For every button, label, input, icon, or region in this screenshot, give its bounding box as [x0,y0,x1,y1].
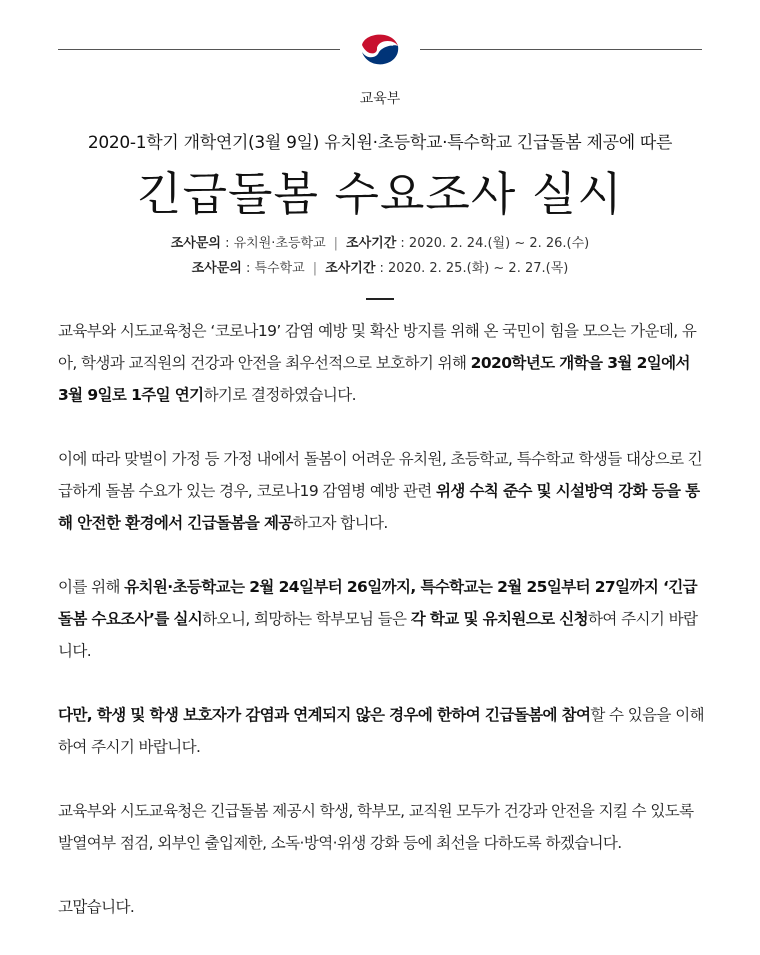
body-paragraph [58,699,704,763]
survey-target-value: : 유치원·초등학교 [220,236,326,251]
release-title: 긴급돌봄 수요조사 실시 [137,167,623,221]
ministry-name: 교육부 [359,91,401,107]
survey-info-kindergarten-elementary [0,232,760,251]
taegeuk-emblem-icon [353,22,407,76]
survey-target-label: 조사문의 [170,236,221,251]
survey-separator: | [312,261,318,276]
paragraph-emphasis: 각 학교 및 유치원으로 신청 [410,610,589,628]
header-rule-right [420,49,702,50]
paragraph-text: 하고자 합니다. [292,514,388,532]
paragraph-text: 하오니, 희망하는 학부모님 들은 [202,610,411,628]
header-emblem-row [0,22,760,82]
survey-info-special-school [0,257,760,276]
paragraph-text: 이를 위해 [58,578,125,596]
paragraph-text: 할 수 있음을 이해하여 주시기 바랍니다. [58,706,704,756]
paragraph-text: 하기로 결정하였습니다. [203,386,356,404]
closing-text: 고맙습니다. [58,898,135,916]
body-paragraph [58,571,704,667]
paragraph-text: 교육부와 시도교육청은 ‘코로나19’ 감염 예방 및 확산 방지를 위해 온 국민이 힘을 모으는 가운데, 유아, 학생과 교직원의 건강과 안전을 최우선적으로 보호하기 위해 [58,322,697,372]
release-body [58,315,704,955]
paragraph-emphasis: 위생 수칙 준수 및 시설방역 강화 등을 통해 안전한 환경에서 긴급돌봄을 제공 [58,482,700,532]
survey-separator: | [333,236,339,251]
paragraph-emphasis: 다만, 학생 및 학생 보호자가 감염과 연계되지 않은 경우에 한하여 긴급돌봄에 참여 [58,706,591,724]
section-divider [366,298,394,300]
body-paragraph [58,315,704,411]
survey-target-label: 조사문의 [191,261,242,276]
header-rule-left [58,49,340,50]
closing-line [58,891,704,923]
paragraph-text: 하여 주시기 바랍니다. [58,610,698,660]
survey-period-value: : 2020. 2. 24.(월) ~ 2. 26.(수) [396,236,590,251]
paragraph-text: 교육부와 시도교육청은 긴급돌봄 제공시 학생, 학부모, 교직원 모두가 건강과 안전을 지킬 수 있도록 발열여부 점검, 외부인 출입제한, 소독·방역·위생 강화 등에 최선을 다하도록 하겠습니다. [58,802,694,852]
survey-period-value: : 2020. 2. 25.(화) ~ 2. 27.(목) [375,261,569,276]
paragraph-emphasis: 유치원·초등학교는 2월 24일부터 26일까지, 특수학교는 2월 25일부터 27일까지 ‘긴급돌봄 수요조사’를 실시 [58,578,698,628]
body-paragraph [58,443,704,539]
survey-period-label: 조사기간 [346,236,397,251]
survey-period-label: 조사기간 [325,261,376,276]
survey-target-value: : 특수학교 [241,261,305,276]
paragraph-text: 이에 따라 맞벌이 가정 등 가정 내에서 돌봄이 어려운 유치원, 초등학교, 특수학교 학생들 대상으로 긴급하게 돌봄 수요가 있는 경우, 코로나19 감염병 예방 관련 [58,450,703,500]
release-subtitle: 2020-1학기 개학연기(3월 9일) 유치원·초등학교·특수학교 긴급돌봄 제공에 따른 [87,133,673,153]
paragraph-emphasis: 2020학년도 개학을 3월 2일에서 3월 9일로 1주일 연기 [58,354,690,404]
body-paragraph [58,795,704,859]
